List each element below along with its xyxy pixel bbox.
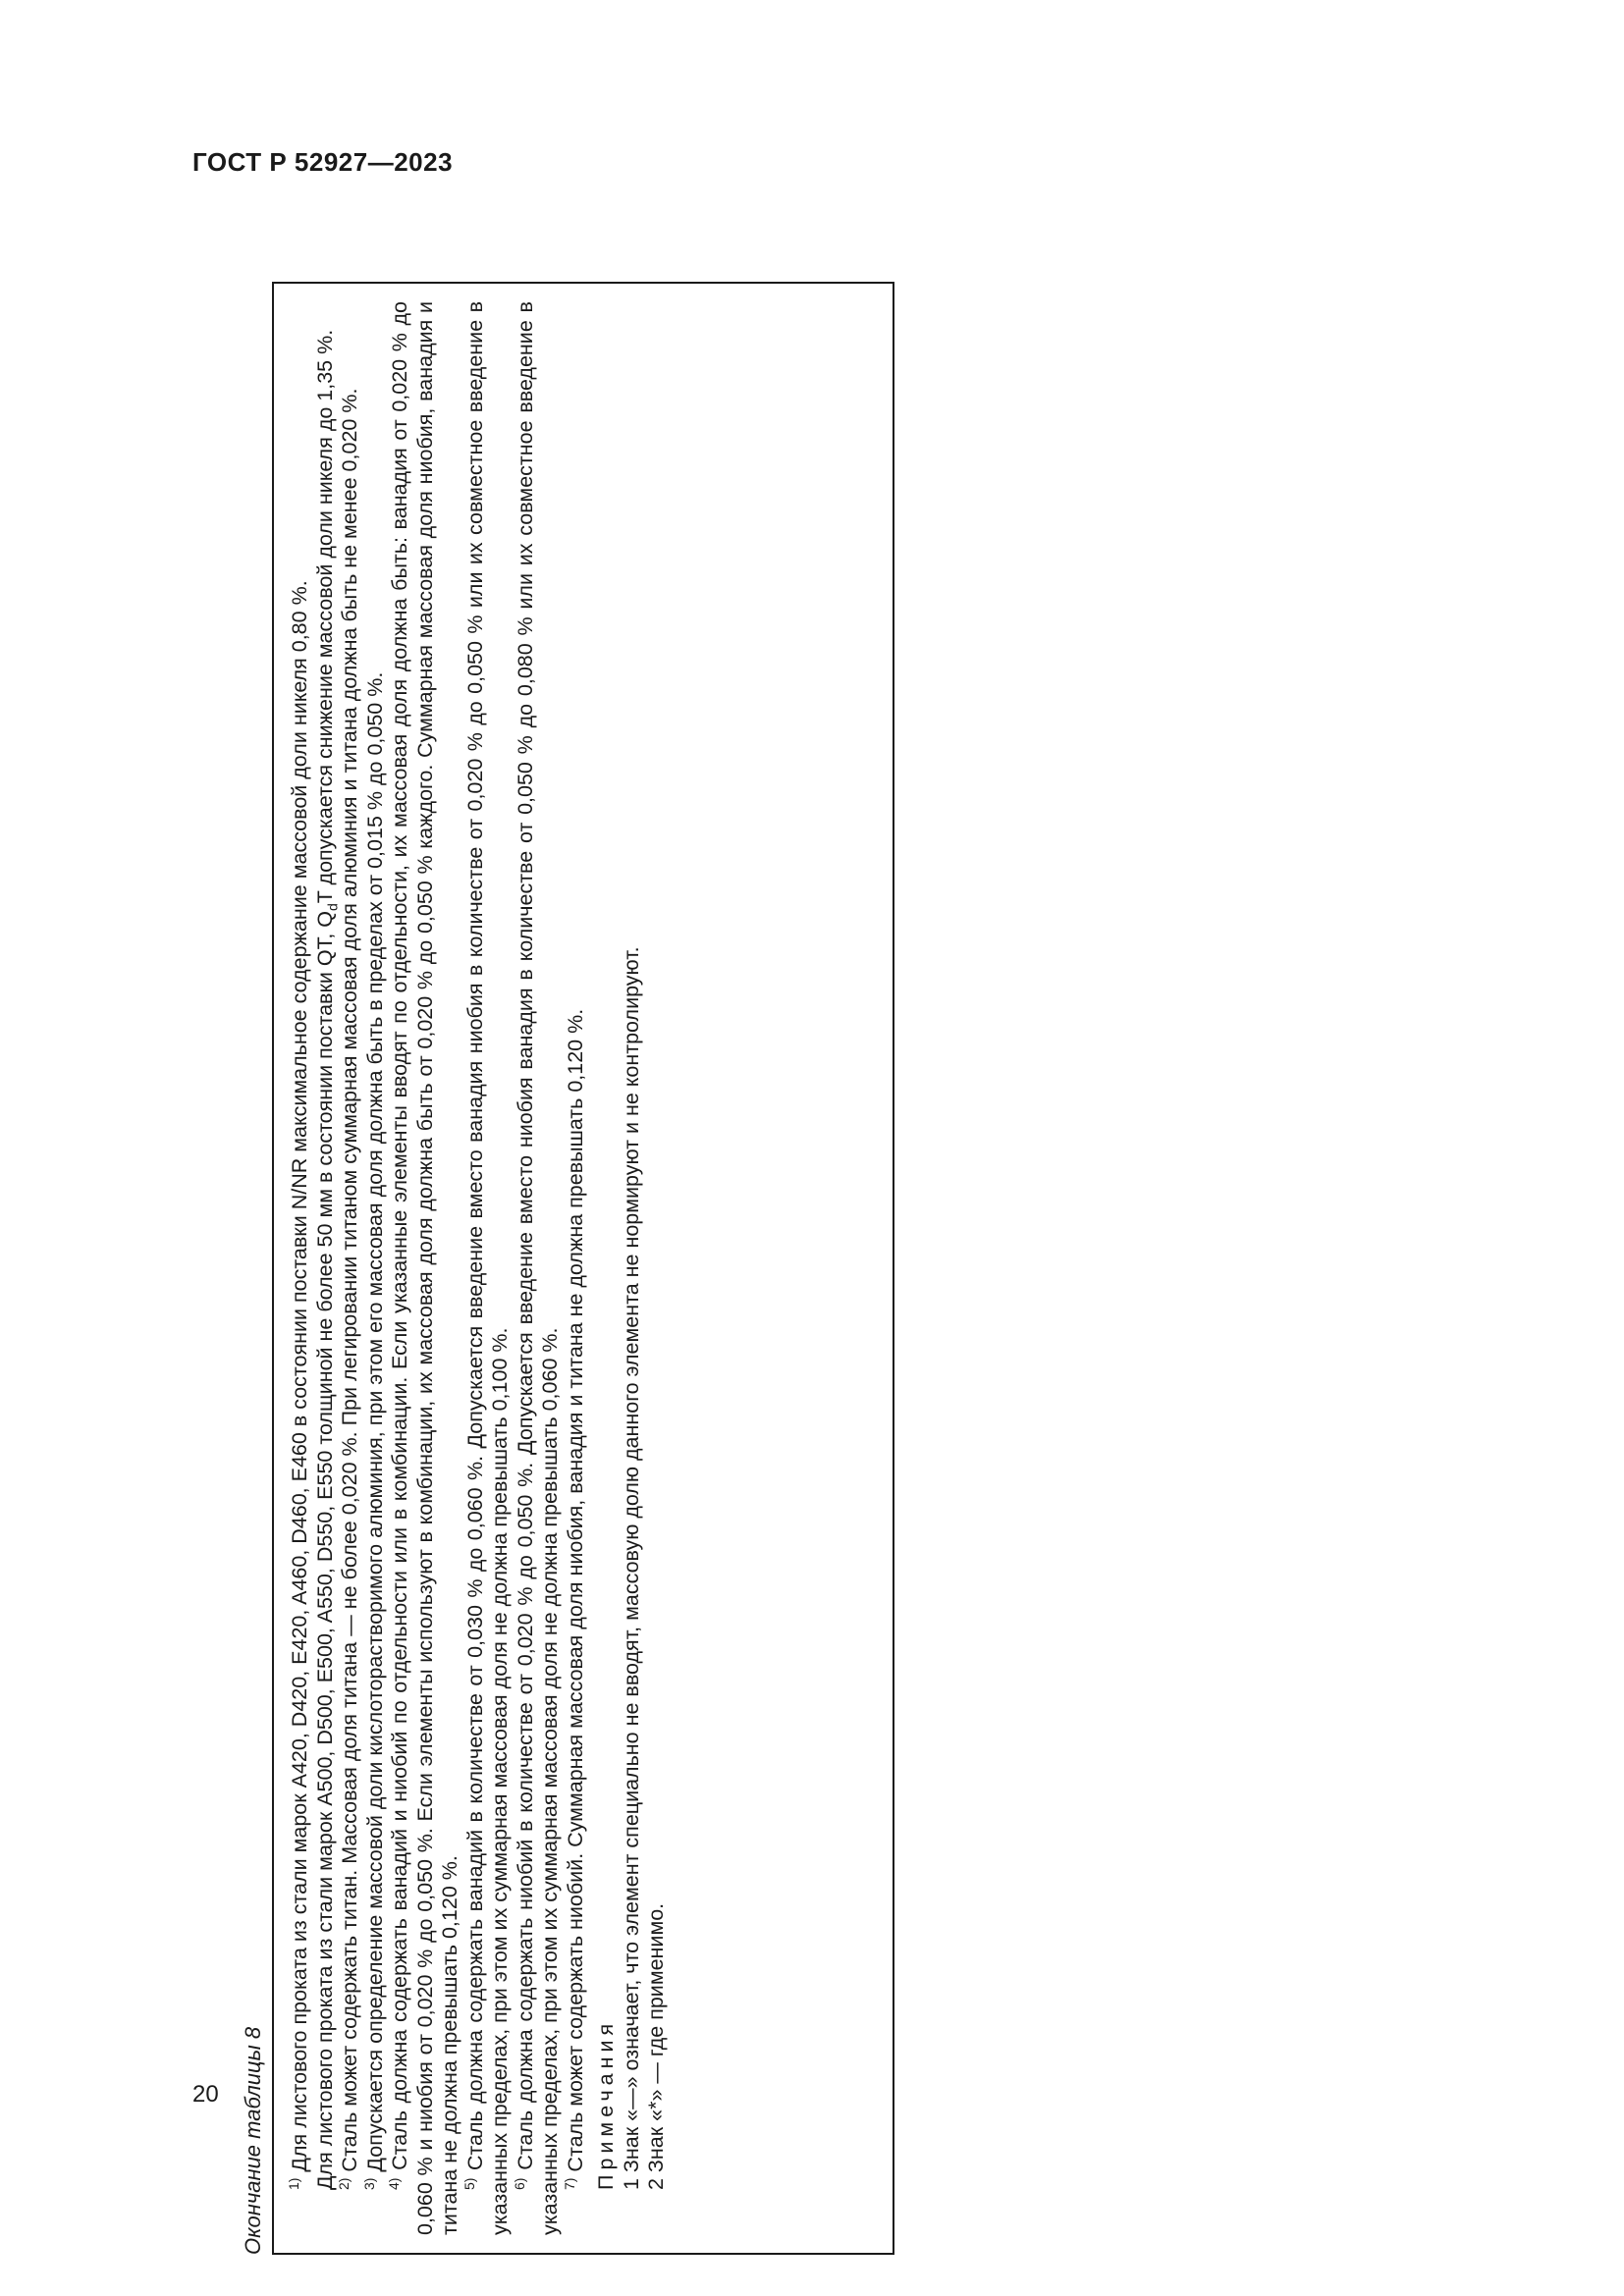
notes-title: Примечания bbox=[594, 2018, 618, 2190]
footnote-1: $^{1)}$ Для листового проката из стали марок A420, D420, E420, A460, D460, E460 в состоянии поставки N/NR максимальное содержание массовой доли никеля 0,80 %. bbox=[285, 580, 311, 2190]
footnote-1-continued: Для листового проката из стали марок A500, D500, E500, A550, D550, E550 толщиной не более 50 мм в состоянии поставки QT, $Q_dT$ допускается снижение массовой доли никеля до 1,35 %. bbox=[312, 329, 340, 2190]
footnote-6: $^{6)}$ Сталь должна содержать ниобий в количестве от 0,020 % до 0,050 %. Допускается введение вместо ниобия ванадия в количестве от 0,050 % до 0,080 % или их совместное введение в указанных пределах, при этом их суммарная массовая доля не должна превышать 0,060 %. bbox=[511, 301, 562, 2235]
footnote-2: $^{2)}$ Сталь может содержать титан. Массовая доля титана — не более 0,020 %. При легировании титаном суммарная массовая доля алюминия и титана должна быть не менее 0,020 %. bbox=[335, 388, 361, 2190]
footnote-7: $^{7)}$ Сталь может содержать ниобий. Суммарная массовая доля ниобия, ванадия и титана не должна превышать 0,120 %. bbox=[561, 1008, 587, 2190]
footnote-4: $^{4)}$ Сталь должна содержать ванадий и ниобий по отдельности или в комбинации. Если указанные элементы вводят по отдельности, их массовая доля должна быть: ванадия от 0,020 % до 0,060 % и ниобия от 0,020 % до 0,050 %. Если элементы используют в комбинации, их массовая доля должна быть от 0,020 % до 0,050 % каждого. Суммарная массовая доля ниобия, ванадия и титана не должна превышать 0,120 %. bbox=[385, 301, 461, 2235]
footnote-3: $^{3)}$ Допускается определение массовой доли кислоторастворимого алюминия, при этом его массовая доля должна быть в пределах от 0,015 % до 0,050 %. bbox=[360, 671, 387, 2190]
table-caption: Окончание таблицы 8 bbox=[241, 2026, 265, 2255]
rotated-table-end bbox=[235, 282, 894, 2255]
standard-header: ГОСТ Р 52927—2023 bbox=[192, 147, 454, 177]
note-2: 2 Знак «*» — где применимо. bbox=[644, 1902, 668, 2190]
page-number: 20 bbox=[192, 2081, 219, 2108]
note-1: 1 Знак «—» означает, что элемент специально не вводят, массовую долю данного элемента не нормируют и не контролируют. bbox=[619, 946, 643, 2190]
footnote-5: $^{5)}$ Сталь должна содержать ванадий в количестве от 0,030 % до 0,060 %. Допускается введение вместо ванадия ниобия в количестве от 0,020 % до 0,050 % или их совместное введение в указанных пределах, при этом их суммарная массовая доля не должна превышать 0,100 %. bbox=[460, 301, 512, 2235]
footnotes-box bbox=[272, 282, 894, 2255]
